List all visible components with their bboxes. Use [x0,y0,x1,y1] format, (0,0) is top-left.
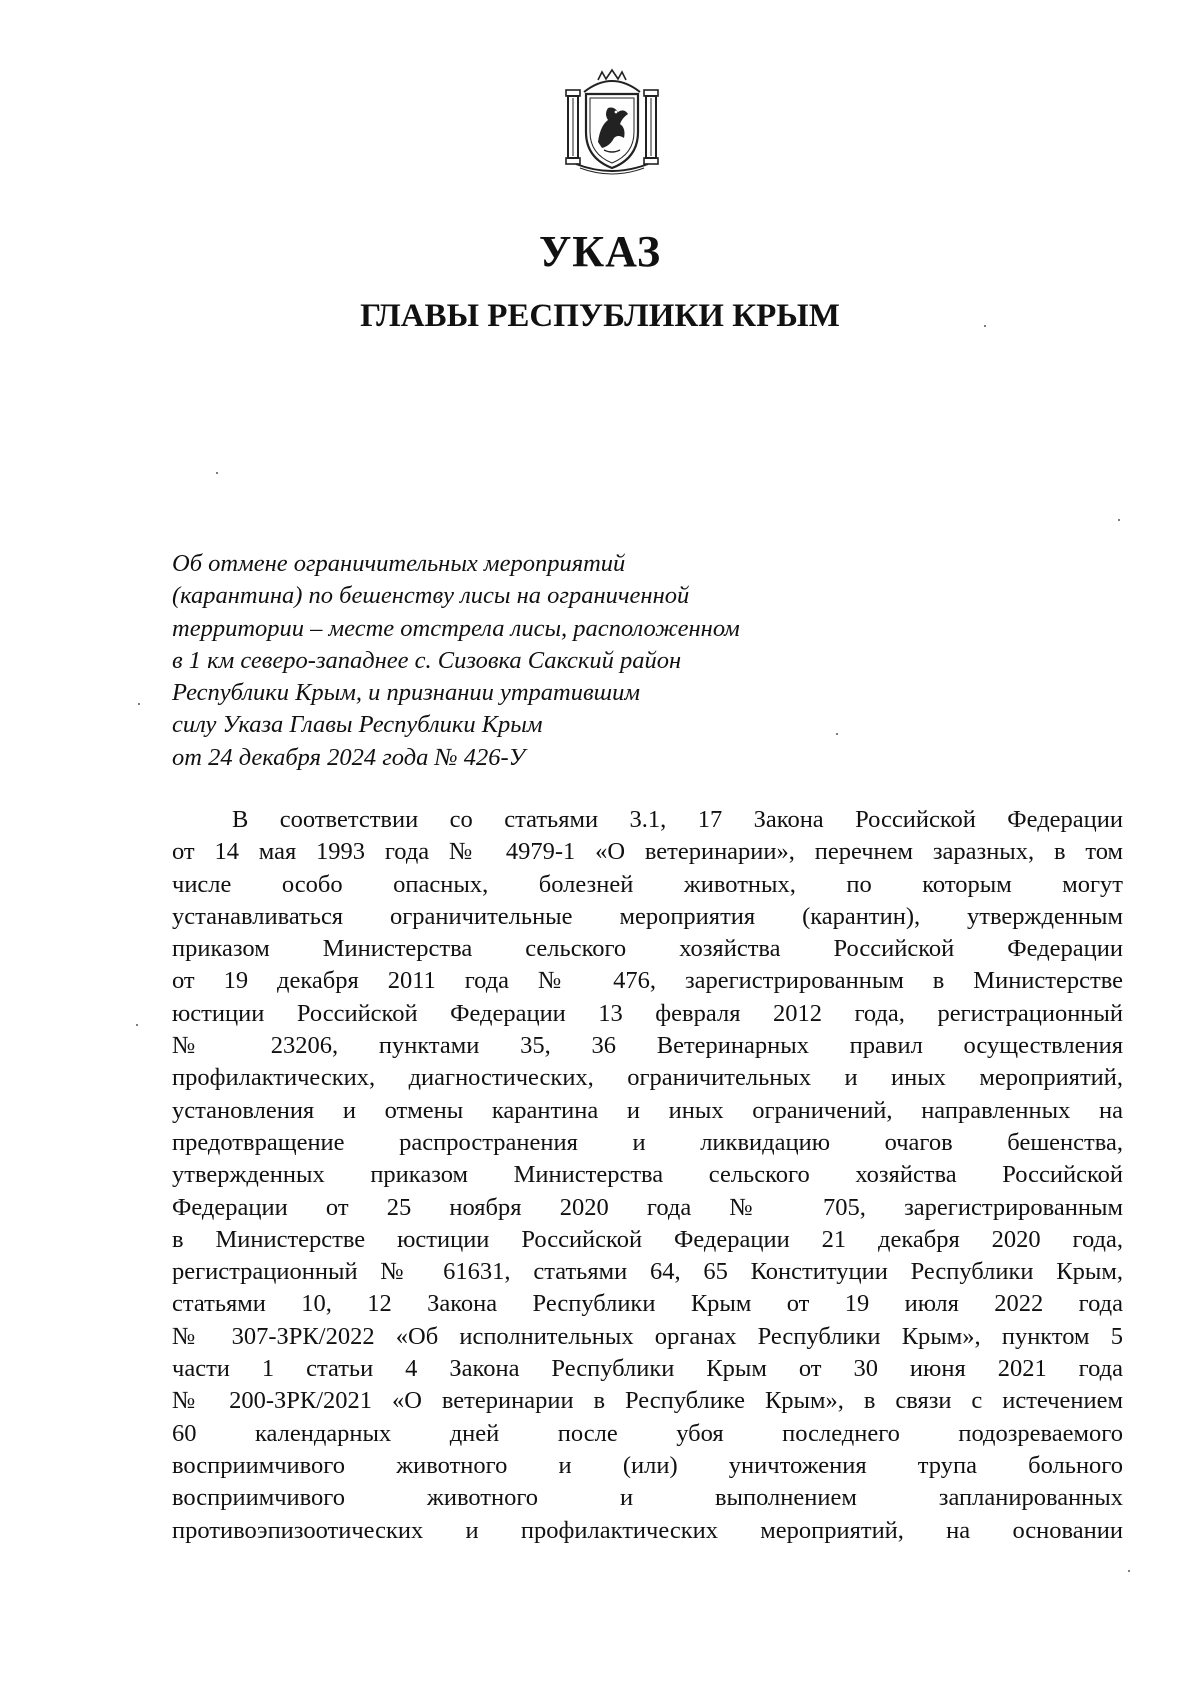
body-line: 60 календарных дней после убоя последнего подозреваемого [172,1419,1123,1447]
body-line: от 14 мая 1993 года № 4979-1 «О ветеринарии», перечнем заразных, в том [172,838,1123,866]
heading-line: Республики Крым, и признании утратившим [172,679,641,707]
body-line: Федерации от 25 ноября 2020 года № 705, зарегистрированным [172,1193,1123,1221]
heading-line: (карантина) по бешенству лисы на ограниченной [172,582,690,610]
heading-line: силу Указа Главы Республики Крым [172,711,543,739]
scan-speck [138,703,140,705]
body-line: установления и отмены карантина и иных ограничений, направленных на [172,1096,1123,1124]
body-line: числе особо опасных, болезней животных, по которым могут [172,870,1123,898]
body-line: части 1 статьи 4 Закона Республики Крым от 30 июня 2021 года [172,1355,1123,1383]
body-line: В соответствии со статьями 3.1, 17 Закона Российской Федерации [232,806,1123,833]
scan-speck [136,1024,138,1026]
coat-of-arms-icon [564,66,660,176]
scan-speck [1128,1570,1130,1572]
body-line: предотвращение распространения и ликвидацию очагов бешенства, [172,1128,1123,1156]
heading-line: территории – месте отстрела лисы, расположенном [172,614,740,642]
decree-heading [172,548,892,774]
document-title: УКАЗ [538,227,662,276]
body-line: восприимчивого животного и выполнением запланированных [172,1484,1123,1512]
body-line: утвержденных приказом Министерства сельского хозяйства Российской [172,1161,1123,1189]
document-subtitle: ГЛАВЫ РЕСПУБЛИКИ КРЫМ [360,298,840,334]
heading-line: от 24 декабря 2024 года № 426-У [172,743,526,771]
body-line: статьями 10, 12 Закона Республики Крым от 19 июля 2022 года [172,1290,1123,1318]
body-line: № 307-ЗРК/2022 «Об исполнительных органах Республики Крым», пунктом 5 [172,1322,1123,1350]
heading-line: в 1 км северо-западнее с. Сизовка Сакский район [172,646,682,674]
body-line: профилактических, диагностических, ограничительных и иных мероприятий, [172,1064,1123,1092]
body-line: № 200-ЗРК/2021 «О ветеринарии в Республике Крым», в связи с истечением [172,1387,1123,1415]
body-line: противоэпизоотических и профилактических мероприятий, на основании [172,1516,1123,1544]
body-line: в Министерстве юстиции Российской Федерации 21 декабря 2020 года, [172,1225,1123,1253]
body-line: № 23206, пунктами 35, 36 Ветеринарных правил осуществления [172,1032,1123,1060]
body-line: восприимчивого животного и (или) уничтожения трупа больного [172,1451,1123,1479]
body-line: регистрационный № 61631, статьями 64, 65 Конституции Республики Крым, [172,1258,1123,1286]
body-line: юстиции Российской Федерации 13 февраля 2012 года, регистрационный [172,999,1123,1027]
scan-speck [216,472,218,474]
decree-body [172,804,1123,1547]
scan-speck [1118,519,1120,521]
body-line: приказом Министерства сельского хозяйства Российской Федерации [172,935,1123,963]
body-line: устанавливаться ограничительные мероприятия (карантин), утвержденным [172,902,1123,930]
scan-speck [836,733,838,735]
body-line: от 19 декабря 2011 года № 476, зарегистрированным в Министерстве [172,967,1123,995]
heading-line: Об отмене ограничительных мероприятий [172,550,626,577]
scan-speck [984,325,986,327]
